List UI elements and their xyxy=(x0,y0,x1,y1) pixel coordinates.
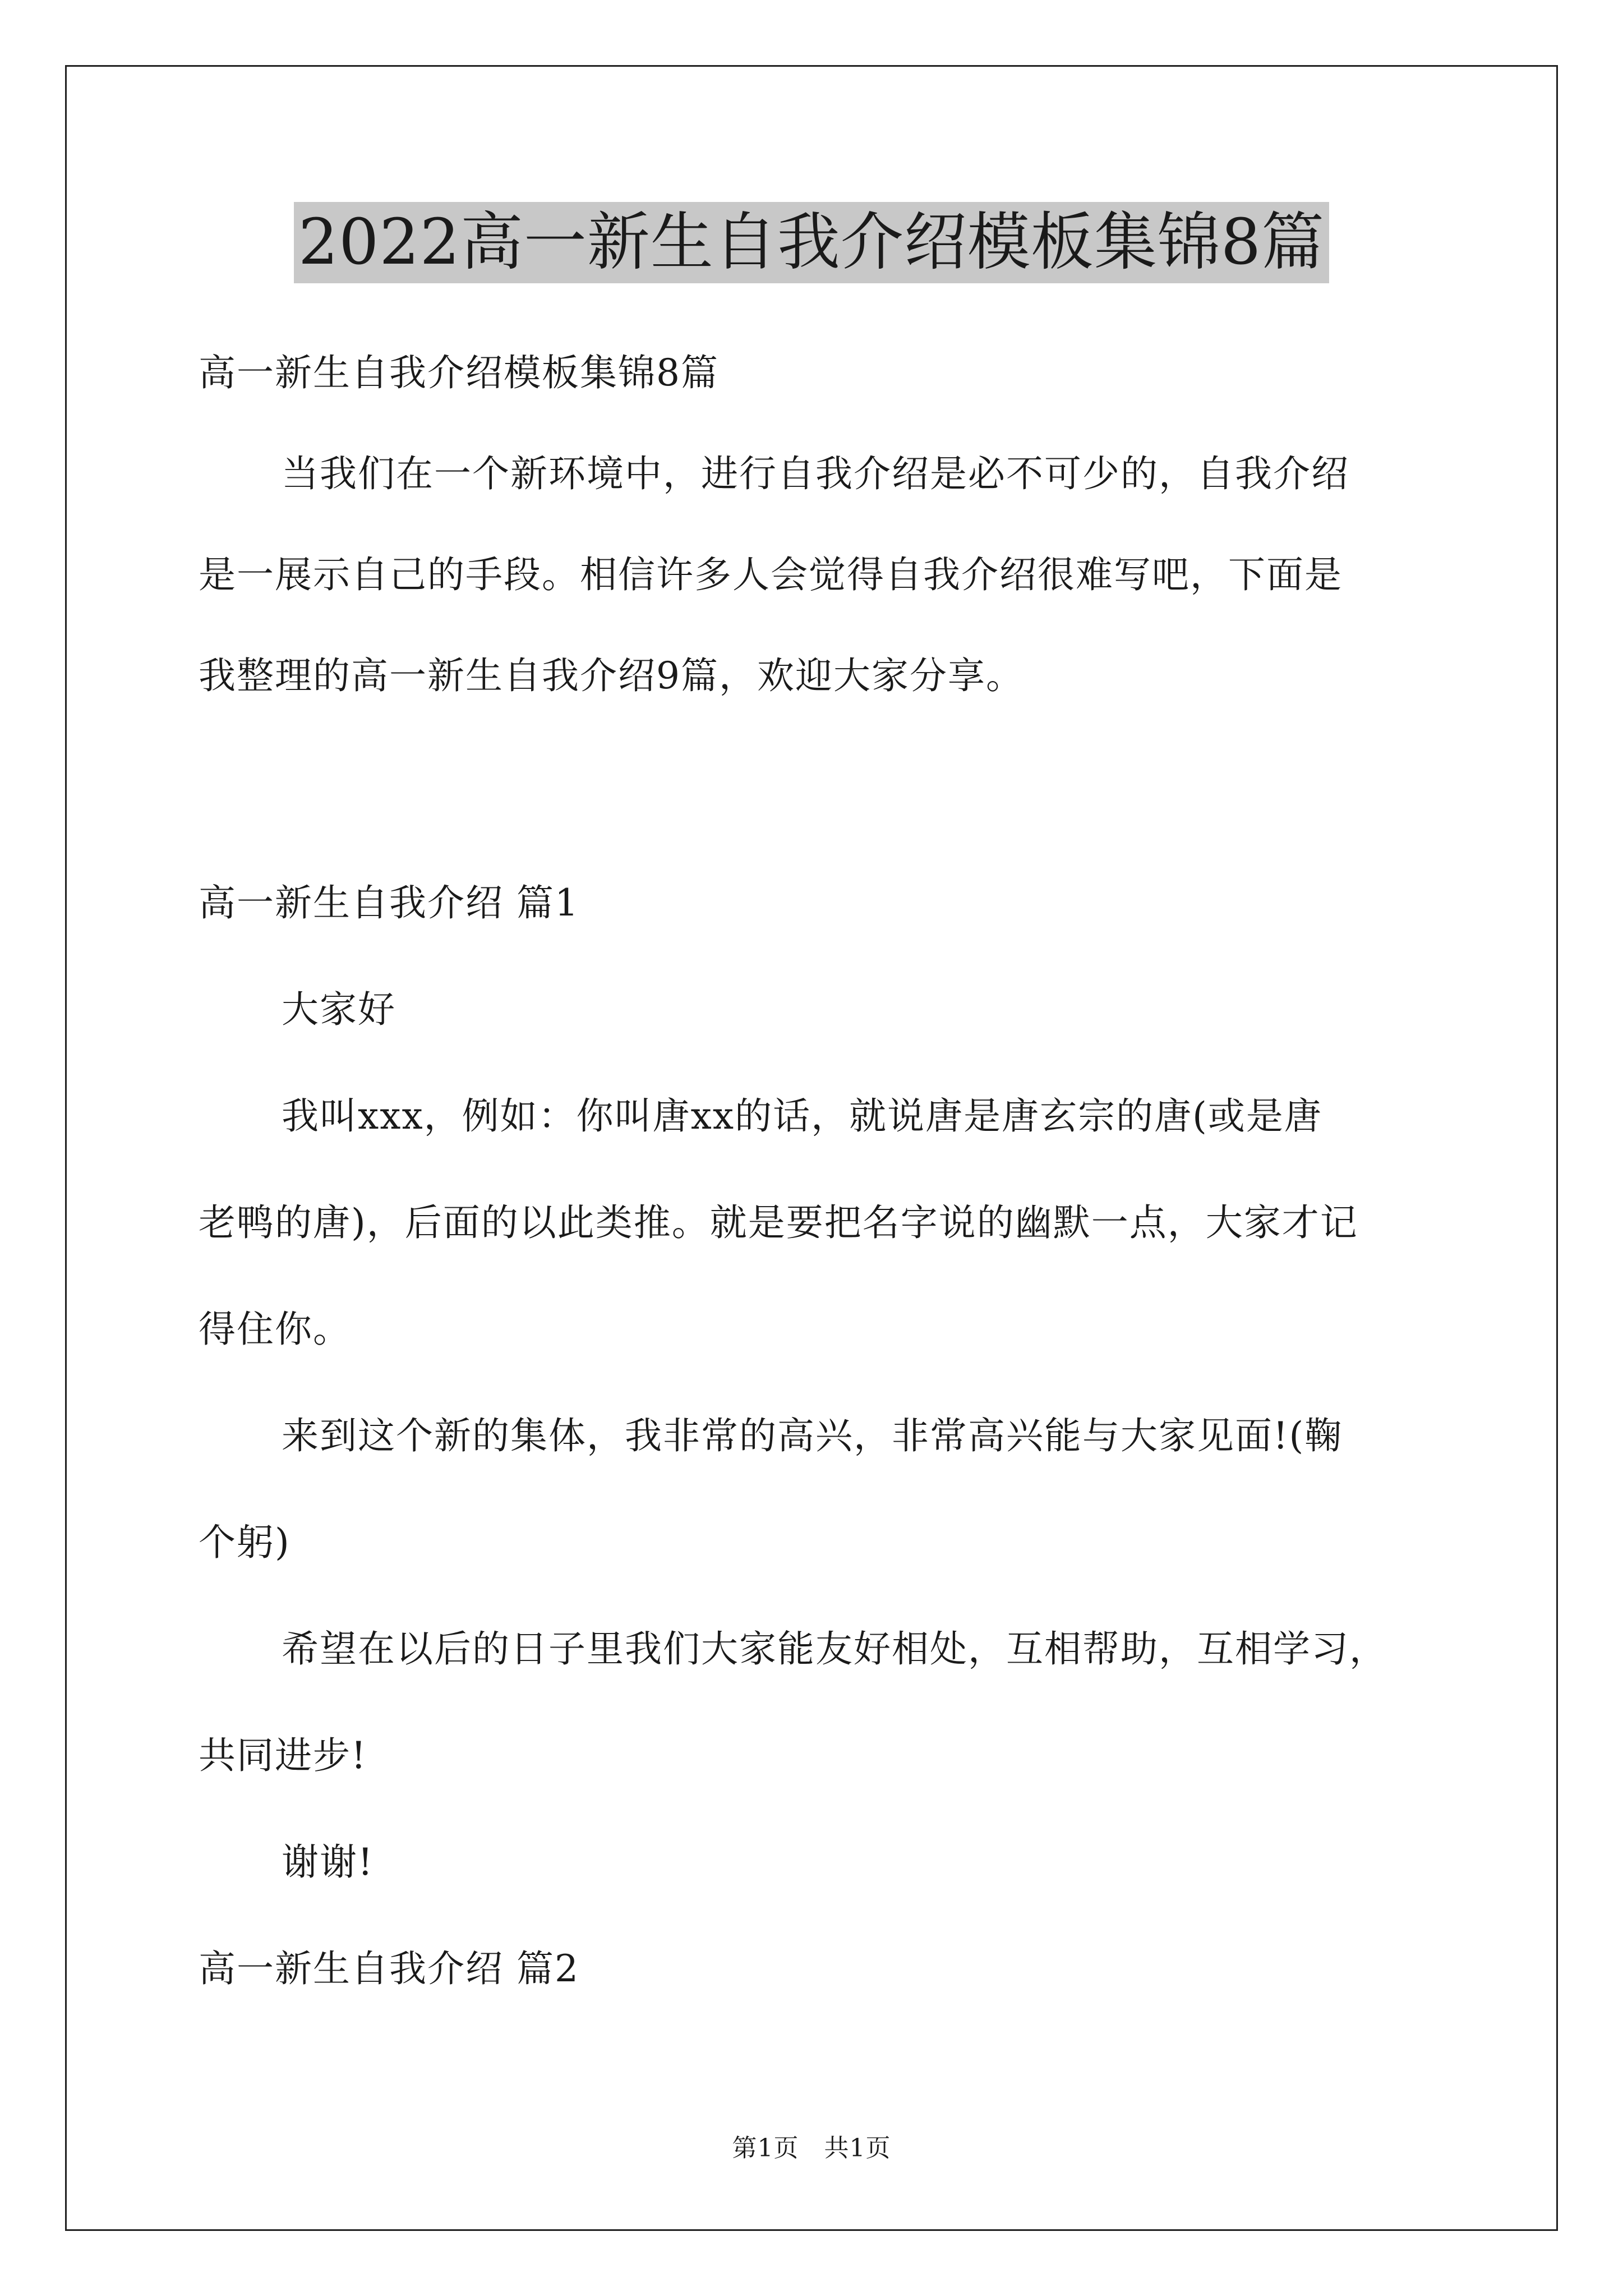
intro-line-3: 我整理的高一新生自我介绍9篇，欢迎大家分享。 xyxy=(199,654,1024,697)
section1-line-3: 得住你。 xyxy=(199,1308,351,1351)
document-subtitle: 高一新生自我介绍模板集锦8篇 xyxy=(199,351,719,394)
section1-line-8: 谢谢! xyxy=(282,1841,374,1884)
document-title: 2022高一新生自我介绍模板集锦8篇 xyxy=(294,202,1329,283)
section1-line-2: 老鸭的唐)，后面的以此类推。就是要把名字说的幽默一点，大家才记 xyxy=(199,1201,1358,1244)
intro-line-1: 当我们在一个新环境中，进行自我介绍是必不可少的，自我介绍 xyxy=(282,452,1349,495)
section1-line-7: 共同进步! xyxy=(199,1734,367,1777)
intro-line-2: 是一展示自己的手段。相信许多人会觉得自我介绍很难写吧，下面是 xyxy=(199,553,1343,596)
section2-heading: 高一新生自我介绍 篇2 xyxy=(199,1947,579,1990)
section1-line-6: 希望在以后的日子里我们大家能友好相处，互相帮助，互相学习， xyxy=(282,1627,1387,1671)
section1-line-4: 来到这个新的集体，我非常的高兴，非常高兴能与大家见面!(鞠 xyxy=(282,1414,1343,1457)
section1-heading: 高一新生自我介绍 篇1 xyxy=(199,881,579,924)
title-container xyxy=(0,202,1623,283)
page-footer: 第1页 共1页 xyxy=(732,2134,891,2162)
section1-line-5: 个躬) xyxy=(199,1521,291,1564)
section1-greeting: 大家好 xyxy=(282,988,396,1031)
section1-line-1: 我叫xxx，例如：你叫唐xx的话，就说唐是唐玄宗的唐(或是唐 xyxy=(282,1094,1322,1138)
